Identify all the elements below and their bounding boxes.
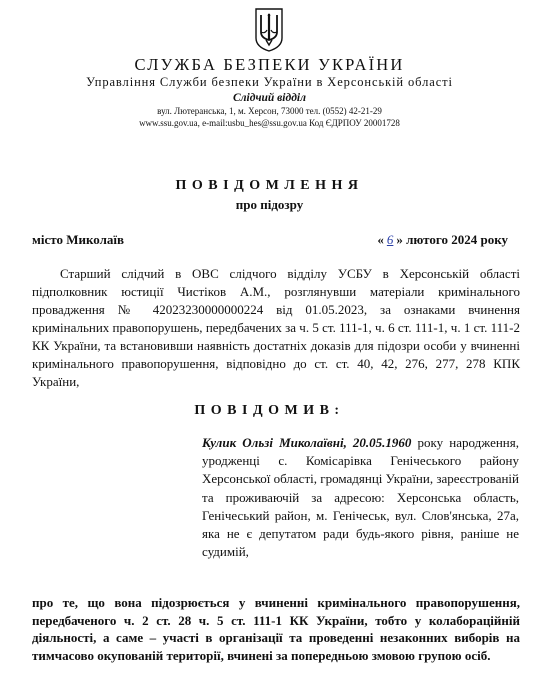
date-day-handwritten: 6	[386, 232, 394, 247]
document-subtitle: про підозру	[235, 197, 304, 212]
intro-paragraph: Старший слідчий в ОВС слідчого відділу УСБУ в Херсонській області підполковник юстиції Чистіков А.М., розглянувши матеріали кримінального провадження № 42023230000000224 від 01.05.2023, за ознаками вчинення кримінальних правопорушень, передбачених за ч. 5 ст. 111-1, ч. 6 ст. 111-1, ч. 1 ст. 111-2 КК України, та встановивши наявність достатніх доказів для підозри особи у вчиненні кримінального правопорушення, відповідно до ст. ст. 40, 42, 276, 277, 278 КПК України,	[32, 266, 520, 389]
date-month-year: » лютого 2024 року	[396, 232, 508, 247]
trident-emblem-icon	[255, 6, 283, 52]
address-line: вул. Лютеранська, 1, м. Херсон, 73000 тел. (0552) 42-21-29	[157, 106, 382, 116]
document-date	[377, 232, 508, 248]
document-title: ПОВІДОМЛЕННЯ	[175, 178, 364, 193]
date-open-quote: «	[377, 232, 384, 247]
suspect-name: Кулик Ользі Миколаївні, 20.05.1960	[202, 435, 412, 450]
suspect-details: року народження, уродженці с. Комісарівка Генічеського району Херсонської області, громадянці України, зареєстрованій та проживаючій за адресою: Херсонська область, Генічеський район, м. Генічеськ, вул. Слов'янська, 27а, яка не є депутатом ради будь-якого рівня, раніше не судимій,	[202, 435, 519, 560]
division-name: Слідчий відділ	[232, 92, 306, 104]
notified-heading: ПОВІДОМИВ:	[194, 403, 345, 418]
department-name: Управління Служби безпеки України в Херсонській області	[86, 75, 453, 89]
suspect-block	[202, 434, 519, 561]
city-label: місто Миколаїв	[32, 232, 125, 247]
service-name: СЛУЖБА БЕЗПЕКИ УКРАЇНИ	[134, 55, 405, 74]
contacts-line: www.ssu.gov.ua, e-mail:usbu_hes@ssu.gov.ua Код ЄДРПОУ 20001728	[139, 118, 400, 128]
charge-paragraph: про те, що вона підозрюється у вчиненні кримінального правопорушення, передбаченого ч. 2 ст. 28 ч. 5 ст. 111-1 КК України, тобто у колабораційній діяльності, а саме – участі в організації та проведенні незаконних виборів на тимчасово окупованій території, вчинені за попередньою змовою групою осіб.	[32, 595, 520, 663]
